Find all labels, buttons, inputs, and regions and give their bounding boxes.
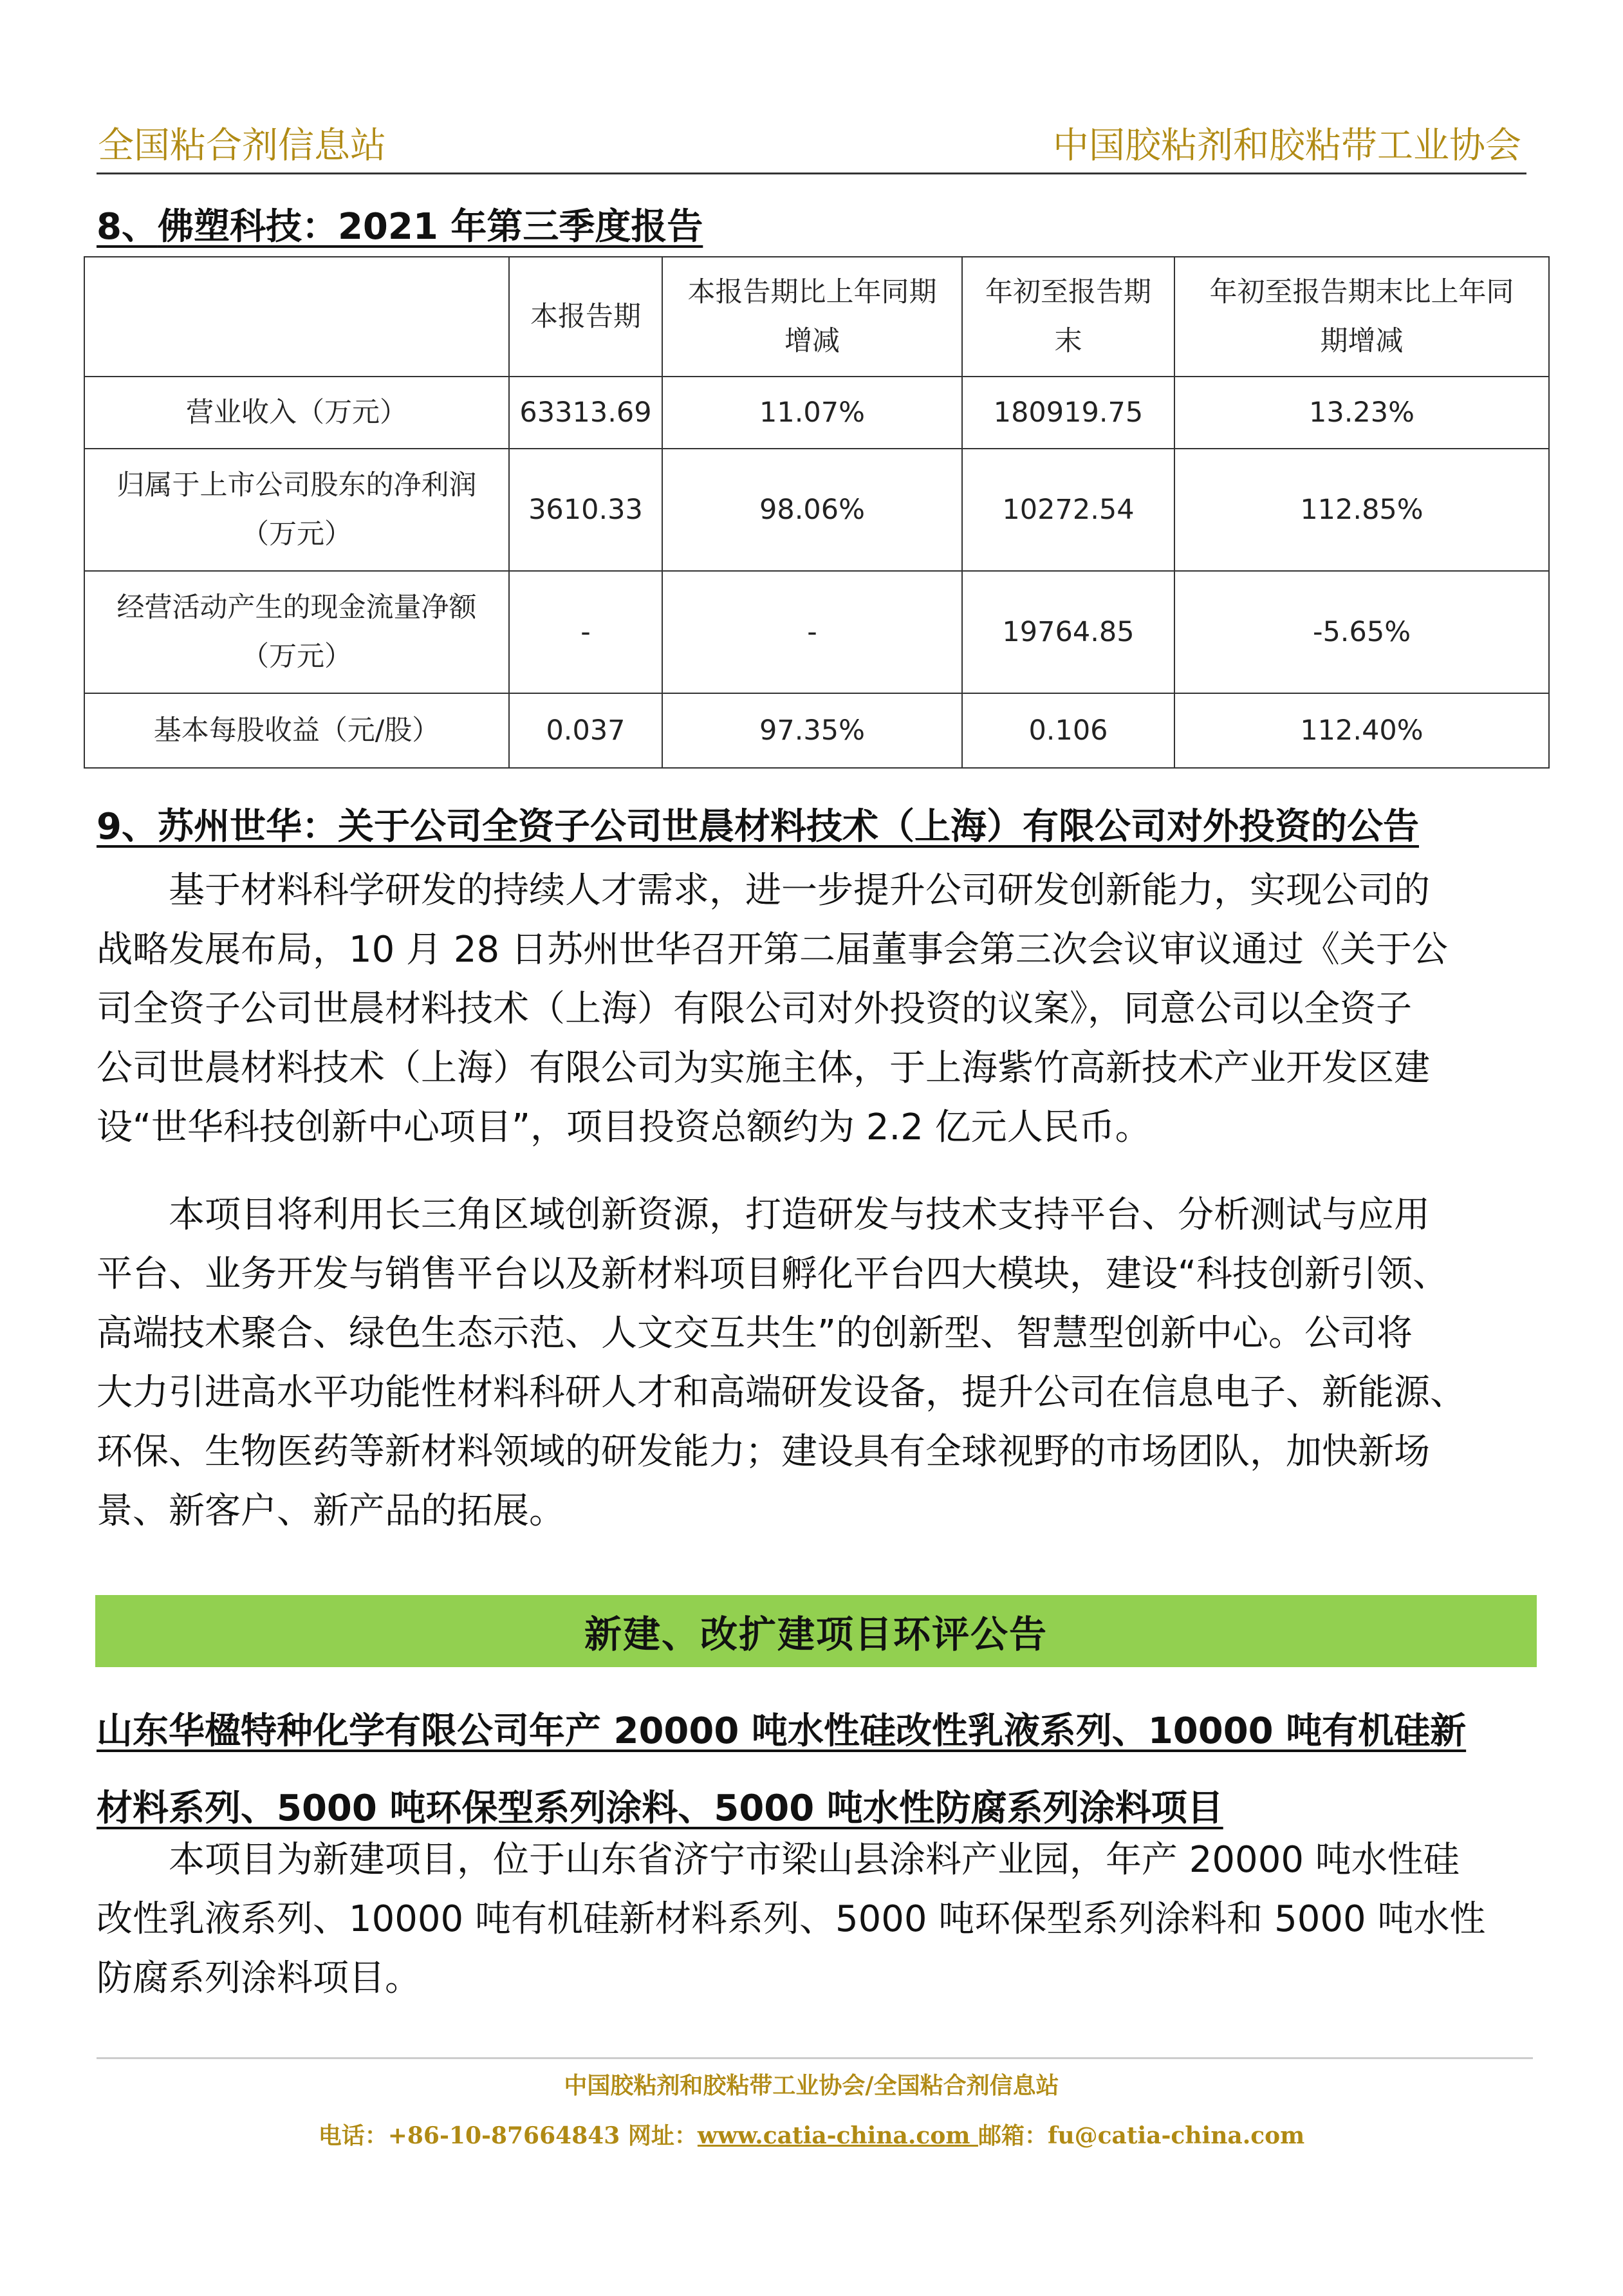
header-cell-line: 本报告期比上年同期 xyxy=(687,276,937,308)
paragraph-line: 大力引进高水平功能性材料科研人才和高端研发设备，提升公司在信息电子、新能源、 xyxy=(97,1372,1466,1414)
header-cell-line: 增减 xyxy=(784,325,840,357)
table-row xyxy=(84,377,1549,449)
table-cell: 97.35% xyxy=(662,693,962,768)
section-9-number: 9、 xyxy=(97,806,158,848)
paragraph-line: 高端技术聚合、绿色生态示范、人文交互共生”的创新型、智慧型创新中心。公司将 xyxy=(97,1312,1413,1354)
header-cell-line: 末 xyxy=(1054,325,1082,357)
env-project-paragraph xyxy=(97,1831,1532,2008)
section-8-heading: 佛塑科技：2021 年第三季度报告 xyxy=(157,206,703,248)
table-row xyxy=(84,571,1549,693)
paragraph-line: 防腐系列涂料项目。 xyxy=(97,1957,421,1999)
quarterly-report-table xyxy=(84,256,1550,769)
footer-website-link[interactable]: www.catia-china.com xyxy=(697,2122,978,2149)
header-left-title: 全国粘合剂信息站 xyxy=(98,125,386,167)
footer-contact xyxy=(0,2118,1623,2151)
paragraph-line: 战略发展布局，10 月 28 日苏州世华召开第二届董事会第三次会议审议通过《关于公 xyxy=(97,929,1448,971)
table-cell: 98.06% xyxy=(662,449,962,571)
env-section-banner-text: 新建、改扩建项目环评公告 xyxy=(584,1612,1048,1656)
row-label-line: （万元） xyxy=(241,518,352,550)
paragraph-line: 平台、业务开发与销售平台以及新材料项目孵化平台四大模块，建设“科技创新引领、 xyxy=(97,1253,1449,1295)
header-right-title: 中国胶粘剂和胶粘带工业协会 xyxy=(1053,125,1521,167)
env-section-banner xyxy=(95,1595,1537,1667)
paragraph-line: 本项目将利用长三角区域创新资源，打造研发与技术支持平台、分析测试与应用 xyxy=(97,1194,1430,1236)
paragraph-line: 设“世华科技创新中心项目”，项目投资总额约为 2.2 亿元人民币。 xyxy=(97,1106,1151,1148)
row-label-line: 营业收入（万元） xyxy=(186,397,407,429)
row-label-line: （万元） xyxy=(241,640,352,673)
footer-divider xyxy=(97,2057,1533,2059)
env-project-title-line: 山东华楹特种化学有限公司年产 20000 吨水性硅改性乳液系列、10000 吨有机硅新 xyxy=(97,1710,1467,1752)
env-project-title xyxy=(97,1693,1466,1847)
paragraph-line: 基于材料科学研发的持续人才需求，进一步提升公司研发创新能力，实现公司的 xyxy=(97,870,1430,911)
header-cell-line: 本报告期 xyxy=(530,301,641,333)
header-cell-line: 年初至报告期末比上年同 xyxy=(1209,276,1514,308)
paragraph-line: 环保、生物医药等新材料领域的研发能力；建设具有全球视野的市场团队，加快新场 xyxy=(97,1431,1430,1473)
table-cell: - xyxy=(662,571,962,693)
footer-organization: 中国胶粘剂和胶粘带工业协会/全国粘合剂信息站 xyxy=(564,2072,1059,2099)
table-row xyxy=(84,449,1549,571)
table-cell: 3610.33 xyxy=(509,449,662,571)
table-cell: 180919.75 xyxy=(962,377,1174,449)
table-header-cell xyxy=(509,257,662,377)
table-cell: 63313.69 xyxy=(509,377,662,449)
table-cell: 19764.85 xyxy=(962,571,1174,693)
section-9-paragraph-1 xyxy=(97,861,1532,1157)
paragraph-line: 景、新客户、新产品的拓展。 xyxy=(97,1490,565,1532)
table-cell: -5.65% xyxy=(1174,571,1549,693)
section-9-paragraph-2 xyxy=(97,1186,1532,1541)
table-header-cell xyxy=(662,257,962,377)
header-cell-line: 年初至报告期 xyxy=(985,276,1151,308)
footer-email: 邮箱：fu@catia-china.com xyxy=(978,2122,1305,2149)
paragraph-line: 公司世晨材料技术（上海）有限公司为实施主体，于上海紫竹高新技术产业开发区建 xyxy=(97,1047,1430,1089)
section-9-heading: 苏州世华：关于公司全资子公司世晨材料技术（上海）有限公司对外投资的公告 xyxy=(157,806,1419,848)
env-project-title-line: 材料系列、5000 吨环保型系列涂料、5000 吨水性防腐系列涂料项目 xyxy=(97,1787,1223,1829)
row-label-line: 经营活动产生的现金流量净额 xyxy=(116,592,477,624)
row-label-cell xyxy=(84,693,509,768)
paragraph-line: 本项目为新建项目，位于山东省济宁市梁山县涂料产业园，年产 20000 吨水性硅 xyxy=(97,1839,1460,1881)
table-header-cell xyxy=(84,257,509,377)
footer-phone: 电话：+86-10-87664843 网址： xyxy=(318,2122,698,2149)
row-label-cell xyxy=(84,377,509,449)
table-cell: 0.037 xyxy=(509,693,662,768)
table-cell: - xyxy=(509,571,662,693)
section-8-number: 8、 xyxy=(97,206,158,248)
table-cell: 10272.54 xyxy=(962,449,1174,571)
table-cell: 11.07% xyxy=(662,377,962,449)
row-label-line: 基本每股收益（元/股） xyxy=(153,714,440,747)
table-cell: 112.85% xyxy=(1174,449,1549,571)
row-label-cell xyxy=(84,571,509,693)
row-label-cell xyxy=(84,449,509,571)
paragraph-line: 司全资子公司世晨材料技术（上海）有限公司对外投资的议案》，同意公司以全资子 xyxy=(97,988,1412,1030)
row-label-line: 归属于上市公司股东的净利润 xyxy=(116,469,477,501)
paragraph-line: 改性乳液系列、10000 吨有机硅新材料系列、5000 吨环保型系列涂料和 5000 吨水性 xyxy=(97,1898,1486,1940)
table-row xyxy=(84,693,1549,768)
table-cell: 112.40% xyxy=(1174,693,1549,768)
section-9-title xyxy=(97,798,1419,850)
page-header xyxy=(97,115,1526,174)
table-cell: 0.106 xyxy=(962,693,1174,768)
table-header-cell xyxy=(962,257,1174,377)
header-cell-line: 期增减 xyxy=(1320,325,1404,357)
section-8-title xyxy=(97,198,703,250)
table-header-row xyxy=(84,257,1549,377)
table-header-cell xyxy=(1174,257,1549,377)
table-cell: 13.23% xyxy=(1174,377,1549,449)
